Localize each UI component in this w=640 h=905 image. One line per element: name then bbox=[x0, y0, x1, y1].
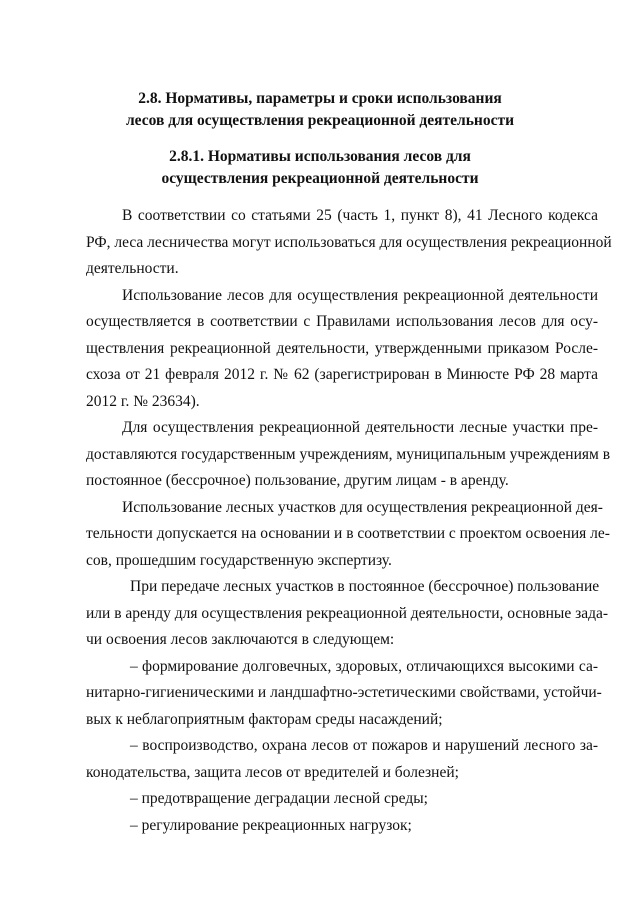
text-line: вых к неблагоприятным факторам среды насаждений; bbox=[86, 710, 443, 728]
subsection-heading bbox=[0, 146, 640, 190]
text-line: – предотвращение деградации лесной среды; bbox=[130, 790, 428, 807]
text-line: При передаче лесных участков в постоянное (бессрочное) пользование bbox=[130, 578, 600, 595]
paragraph bbox=[86, 495, 610, 575]
text-line: Использование лесов для осуществления рекреационной деятельности bbox=[122, 286, 598, 304]
text-line: тельности допускается на основании и в соответствии с проектом освоения ле- bbox=[86, 525, 610, 542]
text-line: Для осуществления рекреационной деятельности лесные участки пре- bbox=[122, 419, 598, 436]
paragraph bbox=[86, 733, 598, 786]
text-line: В соответствии со статьями 25 (часть 1, пункт 8), 41 Лесного кодекса bbox=[122, 207, 598, 224]
paragraph bbox=[86, 813, 598, 840]
paragraph bbox=[86, 415, 611, 495]
paragraph bbox=[86, 786, 598, 813]
text-line: чи освоения лесов заключаются в следующем: bbox=[86, 631, 395, 648]
text-line: – формирование долговечных, здоровых, отличающихся высокими са- bbox=[130, 657, 598, 675]
text-line: сов, прошедшим государственную экспертизу. bbox=[86, 551, 392, 569]
text-line: Использование лесных участков для осуществления рекреационной дея- bbox=[122, 498, 603, 516]
paragraph bbox=[86, 654, 602, 734]
paragraph bbox=[86, 283, 598, 416]
text-line: ществления рекреационной деятельности, утвержденными приказом Росле- bbox=[86, 339, 598, 357]
section-heading-line-1: 2.8. Нормативы, параметры и сроки использования bbox=[138, 90, 502, 107]
subsection-heading-line-1: 2.8.1. Нормативы использования лесов для bbox=[169, 148, 471, 165]
text-line: осуществляется в соответствии с Правилами использования лесов для осу- bbox=[86, 313, 598, 330]
section-heading bbox=[0, 88, 640, 132]
text-line: нитарно-гигиеническими и ландшафтно-эстетическими свойствами, устойчи- bbox=[86, 684, 602, 701]
paragraph bbox=[86, 203, 612, 283]
text-line: постоянное (бессрочное) пользование, другим лицам - в аренду. bbox=[86, 472, 509, 489]
body-text bbox=[86, 203, 612, 839]
text-line: или в аренду для осуществления рекреационной деятельности, основные зада- bbox=[86, 604, 609, 622]
text-line: – регулирование рекреационных нагрузок; bbox=[130, 816, 412, 834]
paragraph bbox=[86, 574, 609, 654]
text-line: деятельности. bbox=[86, 260, 179, 277]
text-line: конодательства, защита лесов от вредителей и болезней; bbox=[86, 763, 459, 781]
subsection-heading-line-2: осуществления рекреационной деятельности bbox=[161, 170, 479, 187]
section-heading-line-2: лесов для осуществления рекреационной деятельности bbox=[125, 112, 515, 129]
text-line: схоза от 21 февраля 2012 г. № 62 (зарегистрирован в Минюсте РФ 28 марта bbox=[86, 366, 598, 383]
text-line: – воспроизводство, охрана лесов от пожаров и нарушений лесного за- bbox=[130, 737, 598, 754]
text-line: РФ, леса лесничества могут использоваться для осуществления рекреационной bbox=[86, 233, 612, 251]
text-line: 2012 г. № 23634). bbox=[86, 392, 200, 410]
text-line: доставляются государственным учреждениям, муниципальным учреждениям в bbox=[86, 445, 611, 463]
